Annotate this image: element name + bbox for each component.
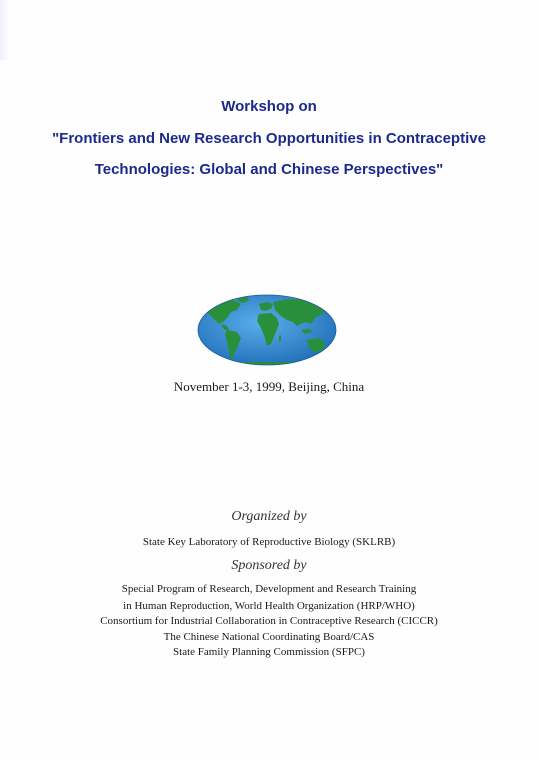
sponsor-line: Special Program of Research, Development and Research Training	[121, 583, 417, 595]
workshop-title-line-1: Workshop on	[221, 98, 317, 115]
sponsored-by-label: Sponsored by	[231, 558, 307, 573]
sponsor-line: Consortium for Industrial Collaboration in Contraceptive Research (CICCR)	[100, 615, 438, 627]
workshop-title-line-2: "Frontiers and New Research Opportunities in Contraceptive	[52, 130, 486, 147]
sponsor-line: in Human Reproduction, World Health Organization (HRP/WHO)	[123, 600, 415, 612]
event-date-location: November 1-3, 1999, Beijing, China	[173, 379, 365, 394]
organized-by-label: Organized by	[231, 509, 307, 524]
scan-edge-shadow	[0, 0, 10, 60]
organizer-name: State Key Laboratory of Reproductive Biology (SKLRB)	[142, 536, 396, 548]
sponsor-line: State Family Planning Commission (SFPC)	[173, 646, 365, 658]
sponsor-line: The Chinese National Coordinating Board/CAS	[163, 631, 375, 643]
world-map-icon	[197, 294, 337, 366]
workshop-title-line-3: Technologies: Global and Chinese Perspectives"	[94, 161, 444, 178]
